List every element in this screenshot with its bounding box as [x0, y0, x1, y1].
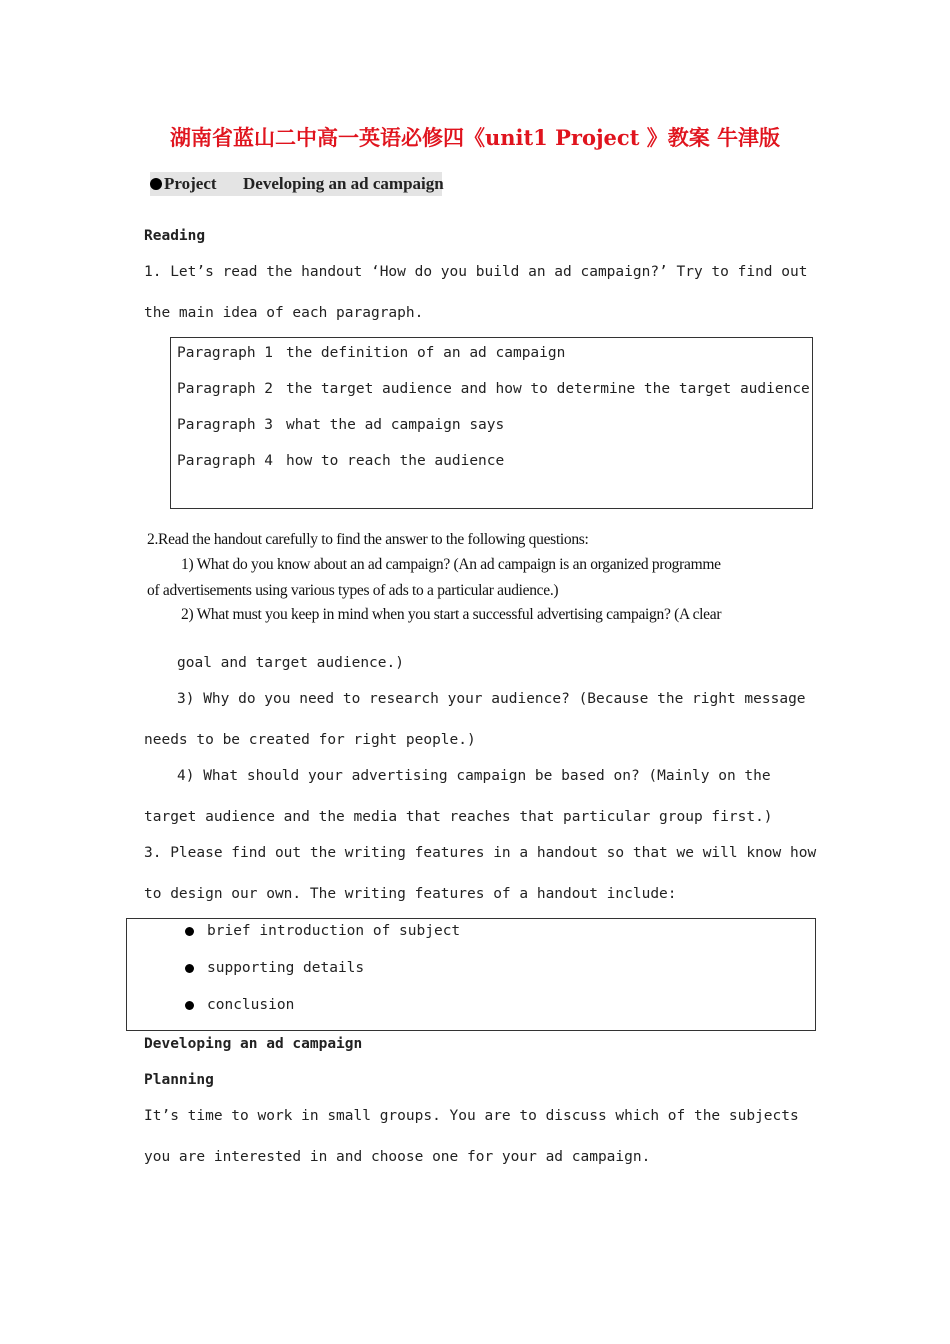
feature-item: supporting details: [207, 960, 365, 976]
paragraph-desc: how to reach the audience: [286, 453, 505, 469]
feature-item: brief introduction of subject: [207, 923, 461, 939]
paragraph-label: Paragraph 1: [177, 345, 274, 361]
feature-item: conclusion: [207, 997, 295, 1013]
question4-line2: target audience and the media that reaches that particular group first.): [144, 809, 773, 825]
question2-line2: goal and target audience.): [177, 655, 404, 671]
paragraph-label: Paragraph 4: [177, 453, 274, 469]
bullet-icon: [185, 964, 194, 973]
banner-project: Project: [164, 174, 217, 193]
features-box: [126, 918, 816, 1031]
task3-line1: 3. Please find out the writing features in a handout so that we will know how: [144, 845, 817, 861]
question3-line2: needs to be created for right people.): [144, 732, 476, 748]
document-title: 湖南省蓝山二中高一英语必修四《unit1 Project 》教案 牛津版: [169, 125, 781, 150]
question1-line1: 1) What do you know about an ad campaign? (An ad campaign is an organized programme: [181, 556, 721, 573]
planning-line1: It’s time to work in small groups. You are to discuss which of the subjects: [144, 1108, 799, 1124]
paragraph-desc: the target audience and how to determine the target audience: [286, 381, 810, 397]
bullet-icon: [185, 927, 194, 936]
question2-line1: 2) What must you keep in mind when you start a successful advertising campaign? (A clear: [181, 606, 722, 623]
task2-heading: 2.Read the handout carefully to find the answer to the following questions:: [147, 531, 589, 548]
developing-heading: Developing an ad campaign: [144, 1036, 363, 1052]
task1-line2: the main idea of each paragraph.: [144, 305, 424, 321]
bullet-icon: [150, 178, 162, 190]
question4-line1: 4) What should your advertising campaign be based on? (Mainly on the: [177, 768, 771, 784]
task3-line2: to design our own. The writing features of a handout include:: [144, 886, 677, 902]
paragraph-label: Paragraph 2: [177, 381, 274, 397]
question3-line1: 3) Why do you need to research your audience? (Because the right message: [177, 691, 806, 707]
question1-line2: of advertisements using various types of ads to a particular audience.): [147, 582, 559, 599]
task1-line1: 1. Let’s read the handout ‘How do you build an ad campaign?’ Try to find out: [144, 264, 808, 280]
planning-line2: you are interested in and choose one for your ad campaign.: [144, 1149, 651, 1165]
banner-topic: Developing an ad campaign: [243, 174, 444, 193]
bullet-icon: [185, 1001, 194, 1010]
paragraph-table: [170, 337, 813, 509]
section-banner: [150, 172, 442, 196]
reading-heading: Reading: [144, 228, 206, 244]
planning-heading: Planning: [144, 1072, 214, 1088]
paragraph-desc: the definition of an ad campaign: [286, 345, 566, 361]
paragraph-desc: what the ad campaign says: [286, 417, 505, 433]
paragraph-label: Paragraph 3: [177, 417, 274, 433]
